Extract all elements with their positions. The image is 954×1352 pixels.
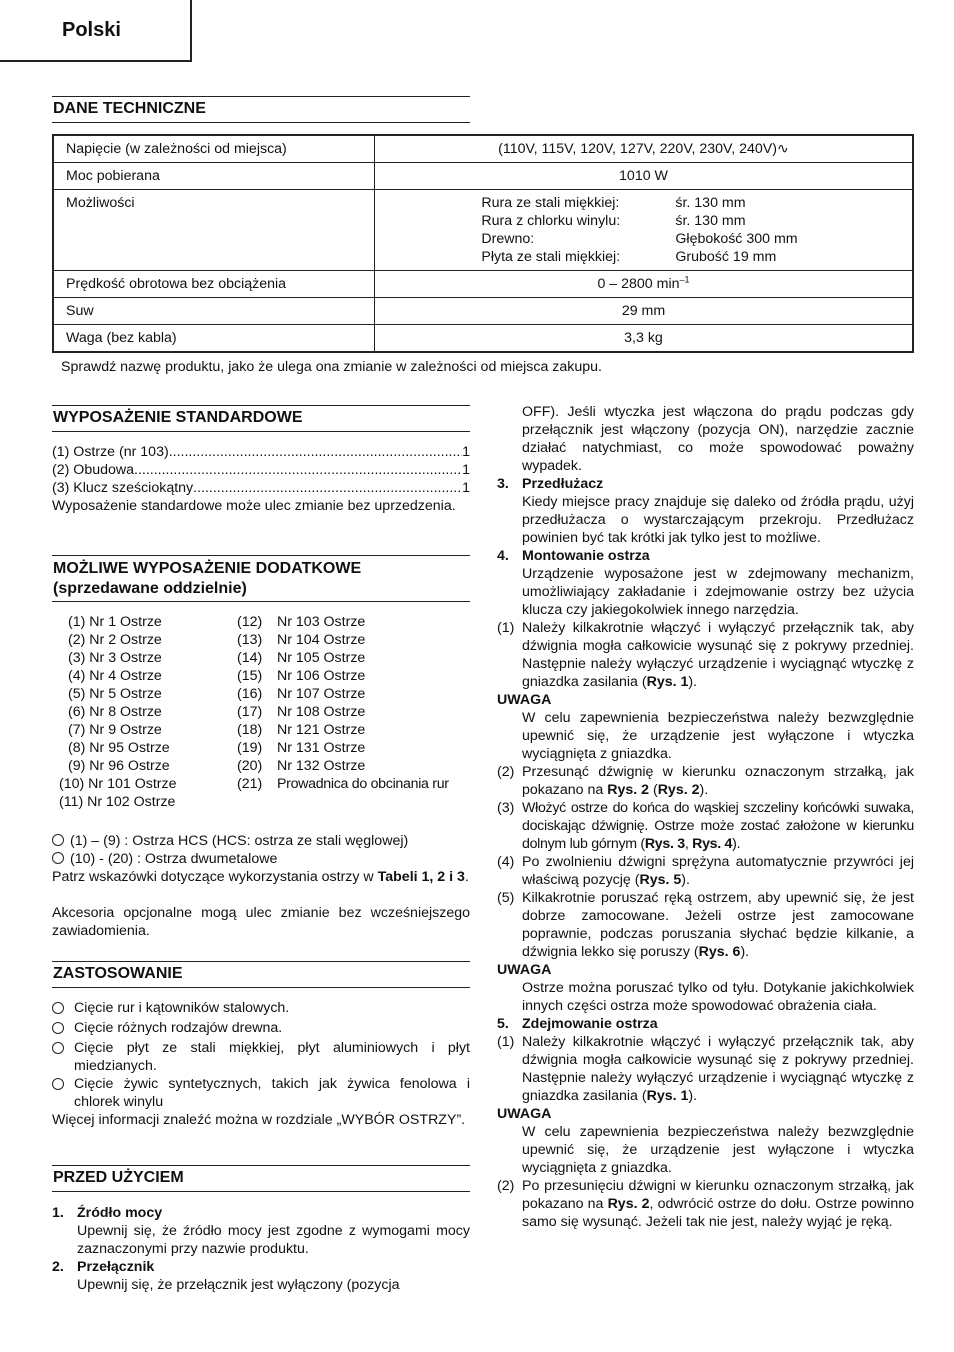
circle-bullet-icon bbox=[52, 1075, 74, 1111]
capacity-value: Grubość 19 mm bbox=[675, 249, 777, 265]
figure-ref: Rys. 3 bbox=[644, 836, 685, 852]
item-number: (16) bbox=[237, 686, 263, 702]
list-item bbox=[52, 999, 470, 1019]
substep bbox=[497, 1177, 914, 1231]
spec-value bbox=[375, 271, 914, 298]
step-title bbox=[497, 547, 914, 565]
item-qty: 1 bbox=[462, 462, 470, 478]
circle-bullet-icon bbox=[52, 1019, 74, 1039]
item-number: (13) bbox=[237, 632, 263, 648]
see-ref: Tabeli 1, 2 i 3 bbox=[377, 869, 465, 885]
spec-value bbox=[375, 135, 914, 163]
figure-ref: Rys. 5 bbox=[639, 872, 682, 888]
figure-ref: Rys. 2 bbox=[657, 782, 700, 798]
spec-label: Suw bbox=[53, 298, 375, 325]
list-item: (9) Nr 96 Ostrze bbox=[68, 758, 170, 774]
step-number: 3. bbox=[497, 476, 509, 492]
note-text: W celu zapewnienia bezpieczeństwa należy bezwzględnie upewnić się, że urządzenie jest wyłączone i wtyczka wyciągnięta z gniazdka. bbox=[522, 710, 914, 762]
list-item bbox=[52, 1039, 470, 1075]
step-title bbox=[497, 475, 914, 493]
applications-list bbox=[52, 999, 470, 1129]
list-item bbox=[52, 1075, 470, 1111]
ac-icon: ∿ bbox=[776, 141, 789, 157]
item-qty: 1 bbox=[462, 444, 470, 460]
standard-list bbox=[52, 443, 470, 497]
bullet-text: (10) - (20) : Ostrza dwumetalowe bbox=[70, 851, 278, 867]
substep-end: , odwrócić ostrze do dołu. Ostrze powinno samo się wysunąć. Jeżeli tak nie jest, należy wyjąć je ręką. bbox=[522, 1196, 914, 1230]
list-item: (11) Nr 102 Ostrze bbox=[59, 794, 176, 810]
section-heading-before-use bbox=[52, 1165, 470, 1192]
speed-unit-exponent: –1 bbox=[679, 274, 690, 285]
capacity-cell bbox=[375, 190, 914, 271]
capacity-key: Rura z chlorku winylu: bbox=[481, 213, 621, 229]
language-title: Polski bbox=[62, 19, 121, 41]
substep-end: ). bbox=[732, 836, 741, 852]
step-number: 5. bbox=[497, 1016, 509, 1032]
capacity-row bbox=[481, 212, 797, 230]
step-title-text: Przedłużacz bbox=[522, 476, 604, 492]
step-number: 2. bbox=[52, 1259, 64, 1275]
substep-end: ). bbox=[699, 782, 709, 798]
heading-text: MOŻLIWE WYPOSAŻENIE DODATKOWE bbox=[53, 560, 362, 577]
before-use-steps bbox=[52, 1204, 470, 1294]
substep-text: Należy kilkakrotnie włączyć i wyłączyć przełącznik tak, aby dźwignia mogła całkowicie wysunąć się z pokrywy przedniej. Następnie należy wyłączyć urządzenie i wyciągnąć wtyczkę z gniazdka zasilania ( bbox=[522, 620, 914, 690]
capacity-key: Drewno: bbox=[481, 231, 535, 247]
capacity-key: Płyta ze stali miękkiej: bbox=[481, 249, 621, 265]
list-item: (4) Nr 4 Ostrze bbox=[68, 668, 162, 684]
circle-bullet-icon bbox=[52, 1042, 64, 1054]
item-number: (21) bbox=[237, 776, 263, 792]
standard-note: Wyposażenie standardowe może ulec zmianie bez uprzedzenia. bbox=[52, 498, 456, 514]
list-item: Nr 103 Ostrze bbox=[277, 614, 366, 630]
capacity-value: śr. 130 mm bbox=[675, 213, 746, 229]
spec-label: Możliwości bbox=[53, 190, 375, 271]
heading-text: ZASTOSOWANIE bbox=[53, 965, 183, 982]
list-item: (5) Nr 5 Ostrze bbox=[68, 686, 162, 702]
speed-value: 0 – 2800 min bbox=[597, 276, 680, 292]
spec-label: Napięcie (w zależności od miejsca) bbox=[53, 135, 375, 163]
circle-bullet-icon bbox=[52, 999, 74, 1019]
figure-ref: Rys. 2 bbox=[607, 1196, 650, 1212]
figure-ref: Rys. 6 bbox=[698, 944, 741, 960]
substep-text: Kilkakrotnie poruszać ręką ostrzem, aby upewnić się, że jest dobrze zamocowane. Jeżeli ostrze jest zamocowane poprawnie, podczas poruszania słychać będzie kilkanie, a dźwignia lekko się poruszy ( bbox=[522, 890, 914, 960]
list-item: Nr 132 Ostrze bbox=[277, 758, 366, 774]
figure-ref: Rys. 2 bbox=[607, 782, 650, 798]
step-title-text: Źródło mocy bbox=[77, 1205, 163, 1221]
list-item: Nr 104 Ostrze bbox=[277, 632, 366, 648]
heading-text: PRZED UŻYCIEM bbox=[53, 1169, 184, 1186]
substep-text: Przesunąć dźwignię w kierunku oznaczonym strzałką, jak pokazano na bbox=[522, 764, 914, 798]
table-row bbox=[53, 190, 913, 271]
optional-bullets bbox=[52, 832, 482, 868]
spec-value: 3,3 kg bbox=[375, 325, 914, 353]
spec-value: 29 mm bbox=[375, 298, 914, 325]
substep-number: (1) bbox=[497, 620, 515, 636]
table-row bbox=[53, 298, 913, 325]
item-text: Cięcie rur i kątowników stalowych. bbox=[74, 1000, 290, 1016]
item-number: (14) bbox=[237, 650, 263, 666]
substep-text: Po zwolnieniu dźwigni sprężyna automatycznie przywróci jej właściwą pozycję ( bbox=[522, 854, 914, 888]
step-text: Upewnij się, że źródło mocy jest zgodne z wymogami mocy zaznaczonymi przy nazwie produktu. bbox=[77, 1223, 470, 1257]
substep-end: ). bbox=[681, 872, 690, 888]
bullet-item bbox=[52, 832, 482, 850]
capacity-value: Głębokość 300 mm bbox=[675, 231, 798, 247]
step-number: 1. bbox=[52, 1205, 64, 1221]
substep-text: Włożyć ostrze do końca do wąskiej szczeliny końcówki suwaka, dociskając dźwignię. Ostrze może zostać założone w kierunku dolnym lub górnym ( bbox=[522, 800, 914, 852]
spec-label: Moc pobierana bbox=[53, 163, 375, 190]
list-item: (10) Nr 101 Ostrze bbox=[59, 776, 177, 792]
step-title-text: Zdejmowanie ostrza bbox=[522, 1016, 658, 1032]
list-item: Nr 121 Ostrze bbox=[277, 722, 366, 738]
step-text: Upewnij się, że przełącznik jest wyłączony (pozycja bbox=[77, 1277, 400, 1293]
section-heading-specs bbox=[52, 96, 470, 123]
substep bbox=[497, 853, 914, 889]
substep bbox=[497, 619, 914, 691]
item-text: Cięcie żywic syntetycznych, takich jak żywica fenolowa i chlorek winylu bbox=[74, 1076, 470, 1110]
capacity-list bbox=[481, 194, 797, 266]
note-label: UWAGA bbox=[497, 1106, 552, 1122]
section-heading-standard bbox=[52, 405, 470, 432]
item-number: (17) bbox=[237, 704, 263, 720]
substep-number: (2) bbox=[497, 764, 515, 780]
spec-value: 1010 W bbox=[375, 163, 914, 190]
step-title bbox=[52, 1204, 470, 1222]
capacity-key: Rura ze stali miękkiej: bbox=[481, 195, 620, 211]
list-item: (6) Nr 8 Ostrze bbox=[68, 704, 162, 720]
capacity-row bbox=[481, 248, 797, 266]
item-label: (1) Ostrze (nr 103) bbox=[52, 444, 169, 460]
list-item bbox=[52, 443, 470, 461]
substep-end: ). bbox=[688, 674, 698, 690]
substep-end: ). bbox=[740, 944, 750, 960]
specifications-table bbox=[52, 134, 914, 353]
circle-bullet-icon bbox=[52, 1022, 64, 1034]
figure-ref: Rys. 1 bbox=[646, 1088, 689, 1104]
item-label: (3) Klucz sześciokątny bbox=[52, 480, 194, 496]
item-text: Cięcie różnych rodzajów drewna. bbox=[74, 1020, 283, 1036]
substep-number: (1) bbox=[497, 1034, 515, 1050]
note-label: UWAGA bbox=[497, 962, 552, 978]
capacity-value: śr. 130 mm bbox=[675, 195, 746, 211]
substep-number: (2) bbox=[497, 1178, 515, 1194]
table-row bbox=[53, 271, 913, 298]
spec-label: Prędkość obrotowa bez obciążenia bbox=[53, 271, 375, 298]
note-label: UWAGA bbox=[497, 692, 552, 708]
substep-number: (3) bbox=[497, 800, 515, 816]
list-item: (1) Nr 1 Ostrze bbox=[68, 614, 162, 630]
list-item: Nr 108 Ostrze bbox=[277, 704, 366, 720]
item-number: (20) bbox=[237, 758, 263, 774]
list-item bbox=[52, 479, 470, 497]
item-text: Cięcie płyt ze stali miękkiej, płyt aluminiowych i płyt miedzianych. bbox=[74, 1040, 470, 1074]
list-item: Nr 106 Ostrze bbox=[277, 668, 366, 684]
substep-mid: , bbox=[684, 836, 693, 852]
leader-dots bbox=[169, 443, 462, 461]
step-title bbox=[52, 1258, 470, 1276]
table-row bbox=[53, 163, 913, 190]
circle-bullet-icon bbox=[52, 1078, 64, 1090]
substep-number: (5) bbox=[497, 890, 515, 906]
optional-list-col1 bbox=[58, 613, 228, 811]
list-item: Prowadnica do obcinania rur bbox=[277, 776, 449, 792]
substep-text: Należy kilkakrotnie włączyć i wyłączyć przełącznik tak, aby dźwignia mogła całkowicie wysunąć się z pokrywy przedniej. Następnie należy wyłączyć urządzenie i wyciągnąć wtyczkę z gniazdka zasilania ( bbox=[522, 1034, 914, 1104]
list-item: Nr 107 Ostrze bbox=[277, 686, 366, 702]
circle-bullet-icon bbox=[52, 1039, 74, 1075]
optional-see-tables bbox=[52, 868, 470, 886]
step-title bbox=[497, 1015, 914, 1033]
item-qty: 1 bbox=[462, 480, 470, 496]
optional-list-col2-numbers bbox=[237, 613, 277, 793]
capacity-row bbox=[481, 194, 797, 212]
substep bbox=[497, 799, 914, 853]
step-text-continued: OFF). Jeśli wtyczka jest włączona do prądu podczas gdy przełącznik jest włączony (pozycja ON), narzędzie zacznie działać natychmiast, co może spowodować poważny wypadek. bbox=[522, 404, 914, 474]
circle-bullet-icon bbox=[52, 834, 64, 846]
substep-mid: ( bbox=[649, 782, 658, 798]
spec-note: Sprawdź nazwę produktu, jako że ulega ona zmianie w zależności od miejsca zakupu. bbox=[61, 359, 602, 375]
step-number: 4. bbox=[497, 548, 509, 564]
step-title-text: Przełącznik bbox=[77, 1259, 155, 1275]
item-number: (19) bbox=[237, 740, 263, 756]
list-item: (7) Nr 9 Ostrze bbox=[68, 722, 162, 738]
item-number: (15) bbox=[237, 668, 263, 684]
heading-text: WYPOSAŻENIE STANDARDOWE bbox=[53, 409, 303, 426]
optional-list-col2 bbox=[277, 613, 472, 793]
step-title-text: Montowanie ostrza bbox=[522, 548, 650, 564]
heading-subtext: (sprzedawane oddzielnie) bbox=[53, 580, 247, 597]
note-text: W celu zapewnienia bezpieczeństwa należy bezwzględnie upewnić się, że urządzenie jest wyłączone i wtyczka wyciągnięta z gniazdka. bbox=[522, 1124, 914, 1176]
substep-number: (4) bbox=[497, 854, 515, 870]
item-label: (2) Obudowa bbox=[52, 462, 135, 478]
list-item: (2) Nr 2 Ostrze bbox=[68, 632, 162, 648]
language-tab bbox=[0, 0, 192, 62]
table-row bbox=[53, 135, 913, 163]
substep bbox=[497, 763, 914, 799]
list-item: (3) Nr 3 Ostrze bbox=[68, 650, 162, 666]
item-number: (12) bbox=[237, 614, 263, 630]
section-heading-applications bbox=[52, 961, 470, 988]
list-item: Nr 105 Ostrze bbox=[277, 650, 366, 666]
applications-note: Więcej informacji znaleźć można w rozdziale „WYBÓR OSTRZY”. bbox=[52, 1112, 466, 1128]
optional-note: Akcesoria opcjonalne mogą ulec zmianie bez wcześniejszego zawiadomienia. bbox=[52, 905, 470, 939]
substep-end: ). bbox=[688, 1088, 698, 1104]
table-row bbox=[53, 325, 913, 353]
heading-text: DANE TECHNICZNE bbox=[53, 100, 206, 117]
leader-dots bbox=[193, 479, 462, 497]
capacity-row bbox=[481, 230, 797, 248]
figure-ref: Rys. 1 bbox=[646, 674, 689, 690]
list-item: Nr 131 Ostrze bbox=[277, 740, 366, 756]
circle-bullet-icon bbox=[52, 1002, 64, 1014]
bullet-item bbox=[52, 850, 482, 868]
bullet-text: (1) – (9) : Ostrza HCS (HCS: ostrza ze stali węglowej) bbox=[70, 833, 409, 849]
see-text: Patrz wskazówki dotyczące wykorzystania ostrzy w bbox=[52, 869, 374, 885]
substep-text: Po przesunięciu dźwigni w kierunku oznaczonym strzałką, jak pokazano na bbox=[522, 1178, 914, 1212]
note-text: Ostrze można poruszać tylko od tyłu. Dotykanie jakichkolwiek innych części ostrza może spowodować obrażenia ciała. bbox=[522, 980, 914, 1014]
leader-dots bbox=[134, 461, 462, 479]
circle-bullet-icon bbox=[52, 852, 64, 864]
step-text: Urządzenie wyposażone jest w zdejmowany mechanizm, umożliwiający zakładanie i zdejmowanie ostrzy bez użycia klucza czy jakiegokolwiek innego narzędzia. bbox=[522, 566, 914, 618]
list-item: (8) Nr 95 Ostrze bbox=[68, 740, 170, 756]
list-item bbox=[52, 461, 470, 479]
voltage-value: (110V, 115V, 120V, 127V, 220V, 230V, 240V) bbox=[498, 141, 777, 157]
section-heading-optional bbox=[52, 555, 470, 602]
step-text: Kiedy miejsce pracy znajduje się daleko od źródła prądu, użyj przedłużacza o wystarczającym przekroju. Przedłużacz powinien być tak krótki jak tylko jest to możliwe. bbox=[522, 494, 914, 546]
right-column bbox=[497, 403, 914, 1231]
item-number: (18) bbox=[237, 722, 263, 738]
substep bbox=[497, 1033, 914, 1105]
spec-label: Waga (bez kabla) bbox=[53, 325, 375, 353]
see-end: . bbox=[464, 869, 469, 885]
list-item bbox=[52, 1019, 470, 1039]
figure-ref: Rys. 4 bbox=[692, 836, 733, 852]
substep bbox=[497, 889, 914, 961]
